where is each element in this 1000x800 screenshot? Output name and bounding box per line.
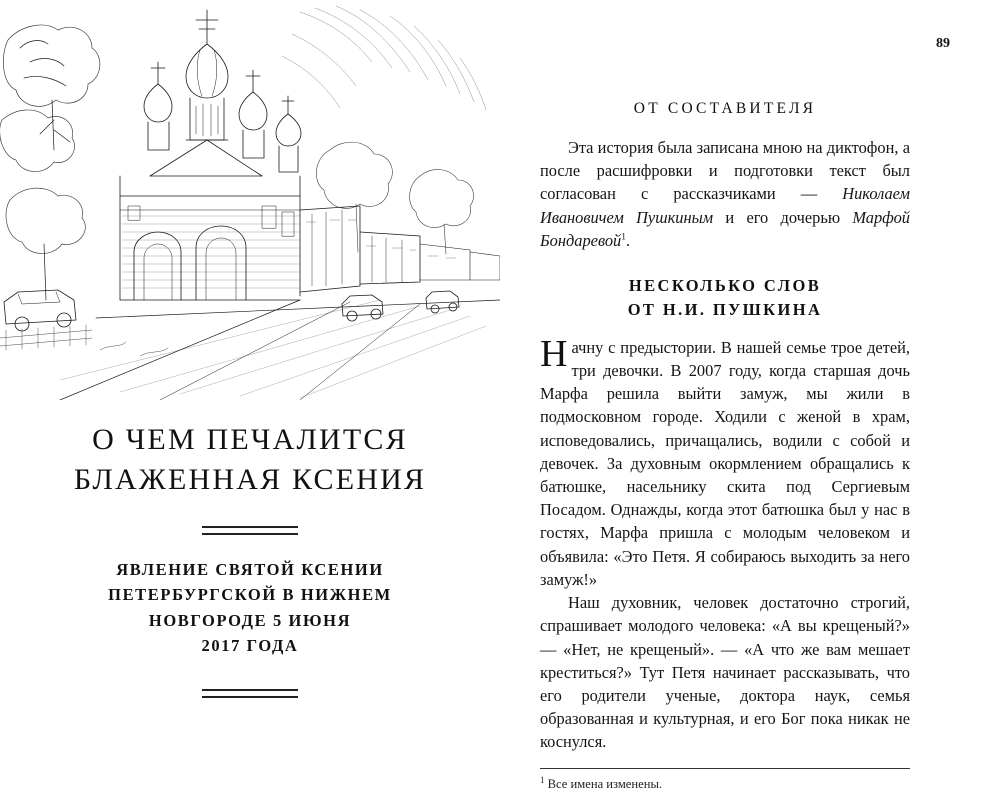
text-column [540,100,910,792]
paragraph-backstory-text: ачну с предыстории. В нашей семье трое детей, три девочки. В 2007 году, когда старшая дочь Марфа решила выйти замуж, мы жили в подмосковном городе. Ходили с женой в храм, исповедовались, причащались, водили с собой и девочек. За духовным окормлением обращались к батюшке, насельнику скита под Сергиевым Посадом. Однажды, когда этот батюшка был у нас в гостях, Марфа пришла с молодым человеком и объявила: «Это Петя. Я собираюсь выходить за него замуж!» [540,337,910,589]
paragraph-compiler-note [540,136,910,252]
page-title-line1: О ЧЕМ ПЕЧАЛИТСЯ [92,423,408,456]
section-heading-pushkin-line1: НЕСКОЛЬКО СЛОВ [628,276,822,296]
page-subtitle-line1: ЯВЛЕНИЕ СВЯТОЙ КСЕНИИ [116,559,384,579]
footnote-reference: 1 [621,232,626,243]
paragraph-confessor: Наш духовник, человек достаточно строгий, спрашивает молодого человека: «А вы крещеный?» — «Нет, не крещеный». — «А что же вам мешает креститься?» Тут Петя начинает рассказывать, что его родители ученые, доктора наук, семья образованная и культурная, и его Бог пока никак не коснулся. [540,593,910,752]
left-page-text [0,420,500,698]
drop-cap: Н [540,332,568,375]
page-title-line2: БЛАЖЕННАЯ КСЕНИЯ [73,462,427,496]
para1-part-c: . [626,230,631,250]
section-heading-pushkin [540,274,910,322]
para1-part-a: Эта история была записана мною на диктофон, а после расшифровки и подготовки текст был согласован с рассказчиками — [540,138,910,204]
footnote-divider [540,768,910,769]
church-illustration [0,0,500,400]
section-heading-pushkin-line2: ОТ Н.И. ПУШКИНА [627,299,823,319]
page-subtitle [50,557,450,659]
section-heading-compiler: ОТ СОСТАВИТЕЛЯ [633,100,817,117]
divider-bottom [202,689,298,698]
page-title [30,420,470,500]
page-subtitle-line4: 2017 ГОДА [201,636,299,656]
footnote [540,775,910,793]
paragraph-backstory [540,332,910,591]
divider-top [202,526,298,535]
para1-italic-b: Марфой Бондаревой [540,207,910,250]
page-subtitle-line3: НОВГОРОДЕ 5 ИЮНЯ [148,610,352,630]
orthodox-church-street-sketch-svg [0,0,500,400]
right-page [500,0,1000,800]
page-number: 89 [936,36,950,51]
page-subtitle-line2: ПЕТЕРБУРГСКОЙ В НИЖНЕМ [108,585,392,605]
footnote-text: Все имена изменены. [544,776,663,791]
para1-italic-a: Николаем Ивановичем Пушкиным [540,184,910,227]
footnote-number: 1 [540,774,545,785]
para1-part-b: и его дочерью [713,207,853,227]
